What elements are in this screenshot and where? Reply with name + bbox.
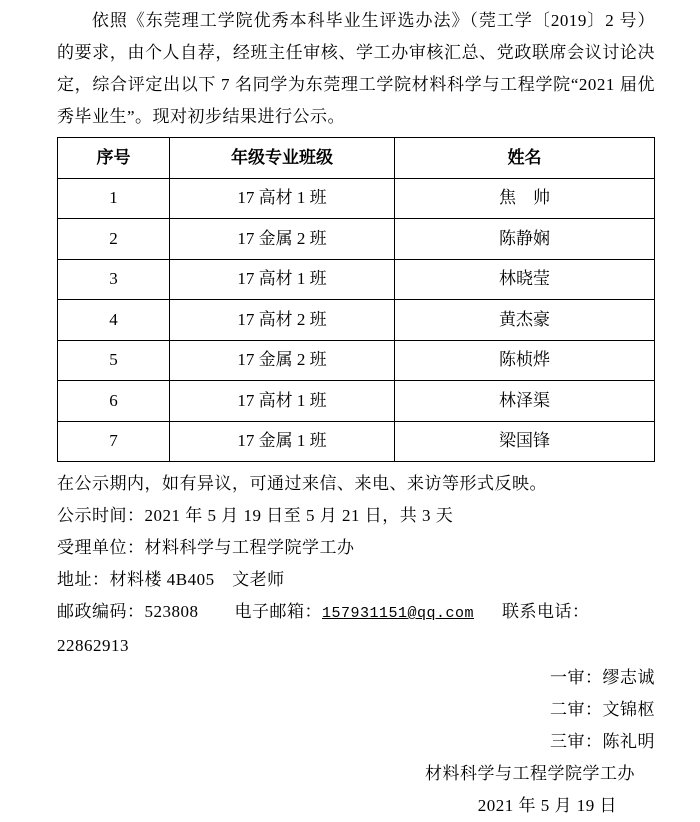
graduates-table <box>57 137 655 462</box>
cell-seq: 2 <box>58 219 170 260</box>
cell-class: 17 高材 2 班 <box>170 300 395 341</box>
cell-seq: 4 <box>58 300 170 341</box>
cell-class: 17 金属 2 班 <box>170 219 395 260</box>
phone-label: 联系电话： <box>502 602 590 621</box>
cell-seq: 1 <box>58 178 170 219</box>
table-row <box>58 259 655 300</box>
cell-name: 林泽渠 <box>395 381 655 422</box>
table-row <box>58 421 655 462</box>
cell-seq: 5 <box>58 340 170 381</box>
third-review-signature: 三审：陈礼明 <box>550 732 655 751</box>
cell-class: 17 高材 1 班 <box>170 259 395 300</box>
issuing-unit: 材料科学与工程学院学工办 <box>425 764 635 783</box>
second-review-signature: 二审：文锦枢 <box>550 700 655 719</box>
table-row <box>58 219 655 260</box>
email-link[interactable]: 157931151@qq.com <box>322 605 475 622</box>
phone-value: 22862913 <box>57 636 129 655</box>
cell-seq: 3 <box>58 259 170 300</box>
contact-line <box>57 596 655 662</box>
table-row <box>58 300 655 341</box>
postal-code-value: 523808 <box>144 602 199 621</box>
address-line: 地址：材料楼 4B405 文老师 <box>57 570 285 589</box>
table-row <box>58 178 655 219</box>
cell-class: 17 金属 2 班 <box>170 340 395 381</box>
postal-code-label: 邮政编码： <box>57 602 145 621</box>
issue-date: 2021 年 5 月 19 日 <box>477 796 617 815</box>
table-header-row <box>58 138 655 179</box>
accepting-unit: 受理单位：材料科学与工程学院学工办 <box>57 538 355 557</box>
intro-paragraph: 依照《东莞理工学院优秀本科毕业生评选办法》（莞工学〔2019〕2 号）的要求，由个人自荐，经班主任审核、学工办审核汇总、党政联席会议讨论决定，综合评定出以下 7 名同学为东莞理工学院材料科学与工程学院“2021 届优秀毕业生”。现对初步结果进行公示。 <box>57 11 655 126</box>
cell-class: 17 高材 1 班 <box>170 178 395 219</box>
col-header-class: 年级专业班级 <box>170 138 395 179</box>
table-row <box>58 340 655 381</box>
cell-name: 林晓莹 <box>395 259 655 300</box>
cell-class: 17 金属 1 班 <box>170 421 395 462</box>
col-header-name: 姓名 <box>395 138 655 179</box>
cell-name: 梁国锋 <box>395 421 655 462</box>
table-row <box>58 381 655 422</box>
publicity-period: 公示时间：2021 年 5 月 19 日至 5 月 21 日，共 3 天 <box>57 506 454 525</box>
cell-name: 陈静娴 <box>395 219 655 260</box>
cell-name: 黄杰豪 <box>395 300 655 341</box>
cell-seq: 6 <box>58 381 170 422</box>
first-review-signature: 一审：缪志诚 <box>550 668 655 687</box>
cell-seq: 7 <box>58 421 170 462</box>
cell-class: 17 高材 1 班 <box>170 381 395 422</box>
col-header-seq: 序号 <box>58 138 170 179</box>
cell-name: 焦 帅 <box>395 178 655 219</box>
email-label: 电子邮箱： <box>234 602 322 621</box>
cell-name: 陈桢烨 <box>395 340 655 381</box>
objection-note: 在公示期内，如有异议，可通过来信、来电、来访等形式反映。 <box>57 474 547 493</box>
